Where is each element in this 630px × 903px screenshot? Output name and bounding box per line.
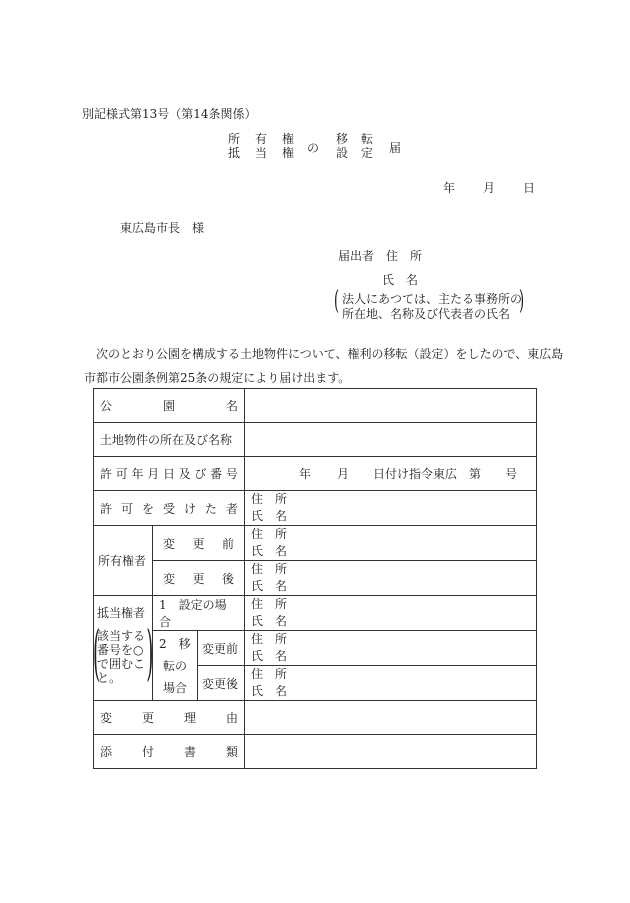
attachments-text: 添 付 書 類: [100, 745, 238, 759]
date-day: 日: [523, 181, 536, 195]
permittee-name: 氏 名: [251, 509, 288, 523]
title-ownership: 所有権: [228, 132, 310, 146]
note-right-paren: ): [145, 618, 153, 688]
attachments-field[interactable]: [245, 735, 537, 769]
permittee-address: 住 所: [251, 492, 288, 506]
mortgagee-note: [93, 618, 153, 689]
case2-before-field[interactable]: [245, 631, 537, 666]
owner-label: 所有権者: [94, 526, 153, 596]
case2-after-field[interactable]: [245, 666, 537, 701]
case2-after-name: 氏 名: [251, 684, 288, 698]
case2-line-a: 2 移: [159, 636, 191, 651]
permit-label: [94, 457, 245, 491]
change-reason-label: [94, 701, 245, 735]
body-text: 次のとおり公園を構成する土地物件について、権利の移転（設定）をしたので、東広島市都市公園条例第25条の規定により届け出ます。: [84, 347, 564, 385]
change-reason-text: 変 更 理 由: [100, 711, 238, 725]
permit-label-text: 許 可 年 月 日 及 び 番 号: [100, 467, 238, 481]
permit-rest: 日付け指令東広: [373, 467, 458, 481]
land-location-label: 土地物件の所在及び名称: [94, 423, 245, 457]
case2-after-address: 住 所: [251, 667, 288, 681]
park-name-label: [94, 389, 245, 423]
date-line: [443, 179, 535, 196]
document-title: [228, 132, 402, 160]
date-month: 月: [483, 181, 496, 195]
form-number: 別記様式第13号（第14条関係）: [82, 107, 257, 121]
case2-before-name: 氏 名: [251, 649, 288, 663]
permit-month: 月: [337, 467, 350, 481]
permit-no: 第: [469, 467, 482, 481]
title-transfer-set: [336, 132, 386, 160]
applicant-address: 住 所: [386, 249, 423, 263]
title-particle: の: [307, 141, 320, 155]
title-set: 設定: [336, 146, 387, 160]
owner-after-label: [153, 561, 245, 596]
permit-go: 号: [505, 467, 518, 481]
park-name-field[interactable]: [245, 389, 537, 423]
case1-address: 住 所: [251, 597, 288, 611]
case2-before-address: 住 所: [251, 632, 288, 646]
owner-before-label: [153, 526, 245, 561]
permit-value-field[interactable]: [245, 457, 537, 491]
right-paren: ): [519, 286, 525, 316]
owner-before-field[interactable]: [245, 526, 537, 561]
note-left-paren: (: [93, 618, 101, 688]
mortgagee-label: 抵当権者: [97, 606, 146, 620]
mortgagee-note-text: 該当する番号を○で囲むこと。: [97, 629, 146, 685]
change-reason-field[interactable]: [245, 701, 537, 735]
park-name-text: 公 園 名: [100, 399, 238, 413]
land-location-field[interactable]: [245, 423, 537, 457]
date-year: 年: [443, 181, 456, 195]
case1-name: 氏 名: [251, 614, 288, 628]
owner-before-text: 変 更 前: [163, 536, 234, 551]
owner-after-address: 住 所: [251, 562, 288, 576]
case2-after-label: 変更後: [198, 666, 245, 701]
case2-line-c: 場合: [162, 680, 187, 695]
owner-before-name: 氏 名: [251, 544, 288, 558]
title-transfer: 移転: [336, 132, 387, 146]
case2-before-label: 変更前: [198, 631, 245, 666]
addressee: 東広島市長 様: [120, 221, 205, 235]
case1-label: 1 設定の場合: [153, 596, 245, 631]
attachments-label: [94, 735, 245, 769]
case1-field[interactable]: [245, 596, 537, 631]
owner-after-name: 氏 名: [251, 579, 288, 593]
notification-table: [93, 388, 537, 769]
permittee-text: 許 可 を 受 け た 者: [100, 501, 238, 516]
applicant-label: 届出者: [338, 249, 375, 263]
owner-after-field[interactable]: [245, 561, 537, 596]
case2-line-b: 転の: [162, 658, 187, 673]
applicant-address-label: [338, 247, 422, 264]
title-mortgage: 抵当権: [228, 146, 310, 160]
title-notification: 届: [389, 141, 402, 155]
permittee-label: [94, 491, 245, 526]
owner-after-text: 変 更 後: [163, 571, 234, 586]
permit-year: 年: [299, 467, 312, 481]
applicant-name-label: 氏 名: [382, 273, 419, 287]
permittee-field[interactable]: [245, 491, 537, 526]
left-paren: (: [334, 286, 340, 316]
case2-label: [153, 631, 198, 701]
note-line1: 法人にあつては、主たる事務所の: [342, 292, 523, 306]
note-line2: 所在地、名称及び代表者の氏名: [342, 307, 511, 321]
mortgagee-label-cell: [94, 596, 153, 701]
owner-before-address: 住 所: [251, 527, 288, 541]
